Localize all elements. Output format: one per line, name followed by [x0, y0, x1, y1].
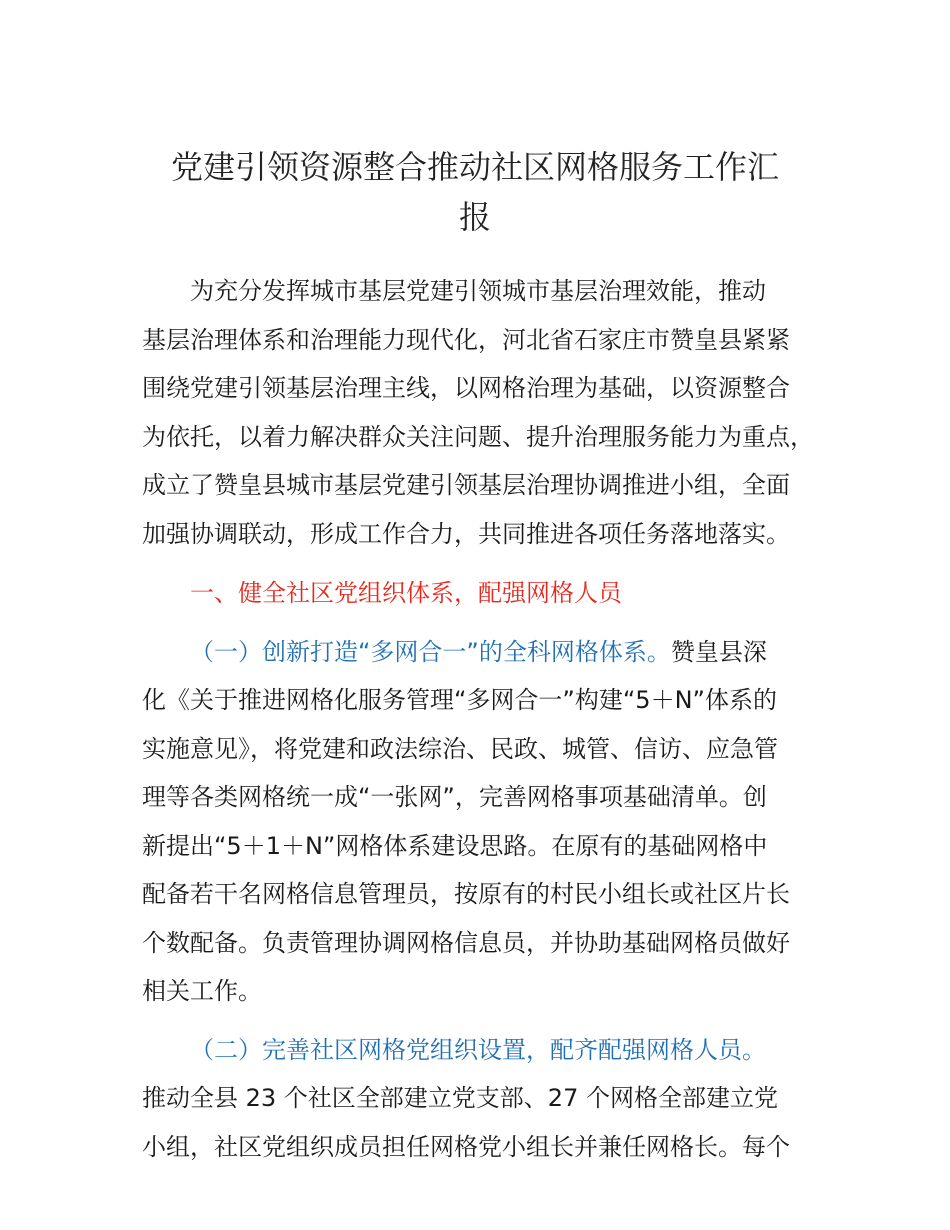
body-line: 推动全县 23 个社区全部建立党支部、27 个网格全部建立党 [142, 1084, 778, 1112]
body-line: 新提出“5＋1＋N”网格体系建设思路。在原有的基础网格中 [142, 832, 768, 860]
body-line: 相关工作。 [142, 977, 262, 1005]
document-title-line-2: 报 [458, 198, 491, 236]
body-line: 配备若干名网格信息管理员，按原有的村民小组长或社区片长 [142, 880, 790, 908]
subsection-2-heading: （二）完善社区网格党组织设置，配齐配强网格人员。 [190, 1036, 766, 1064]
body-line: 理等各类网格统一成“一张网”，完善网格事项基础清单。创 [142, 783, 767, 811]
section-1-heading: 一、健全社区党组织体系，配强网格人员 [190, 579, 622, 607]
body-line: 实施意见》，将党建和政法综治、民政、城管、信访、应急管 [142, 735, 778, 763]
subsection-1-first-line [190, 637, 767, 667]
intro-line: 成立了赞皇县城市基层党建引领基层治理协调推进小组，全面 [142, 471, 790, 499]
body-line: 小组，社区党组织成员担任网格党小组长并兼任网格长。每个 [142, 1133, 790, 1161]
subsection-1-first-line-text: 赞皇县深 [670, 638, 767, 666]
intro-line: 加强协调联动，形成工作合力，共同推进各项任务落地落实。 [142, 520, 790, 548]
document-title-line-1: 党建引领资源整合推动社区网格服务工作汇 [170, 148, 779, 186]
subsection-1-heading: （一）创新打造“多网合一”的全科网格体系。 [190, 638, 671, 666]
body-line: 个数配备。负责管理协调网格信息员，并协助基础网格员做好 [142, 929, 790, 957]
intro-line: 基层治理体系和治理能力现代化，河北省石家庄市赞皇县紧紧 [142, 326, 790, 354]
body-line: 化《关于推进网格化服务管理“多网合一”构建“5＋N”体系的 [142, 686, 777, 714]
intro-line: 为依托，以着力解决群众关注问题、提升治理服务能力为重点， [142, 423, 814, 451]
intro-line: 围绕党建引领基层治理主线，以网格治理为基础，以资源整合 [142, 374, 790, 402]
intro-line: 为充分发挥城市基层党建引领城市基层治理效能，推动 [190, 277, 766, 305]
